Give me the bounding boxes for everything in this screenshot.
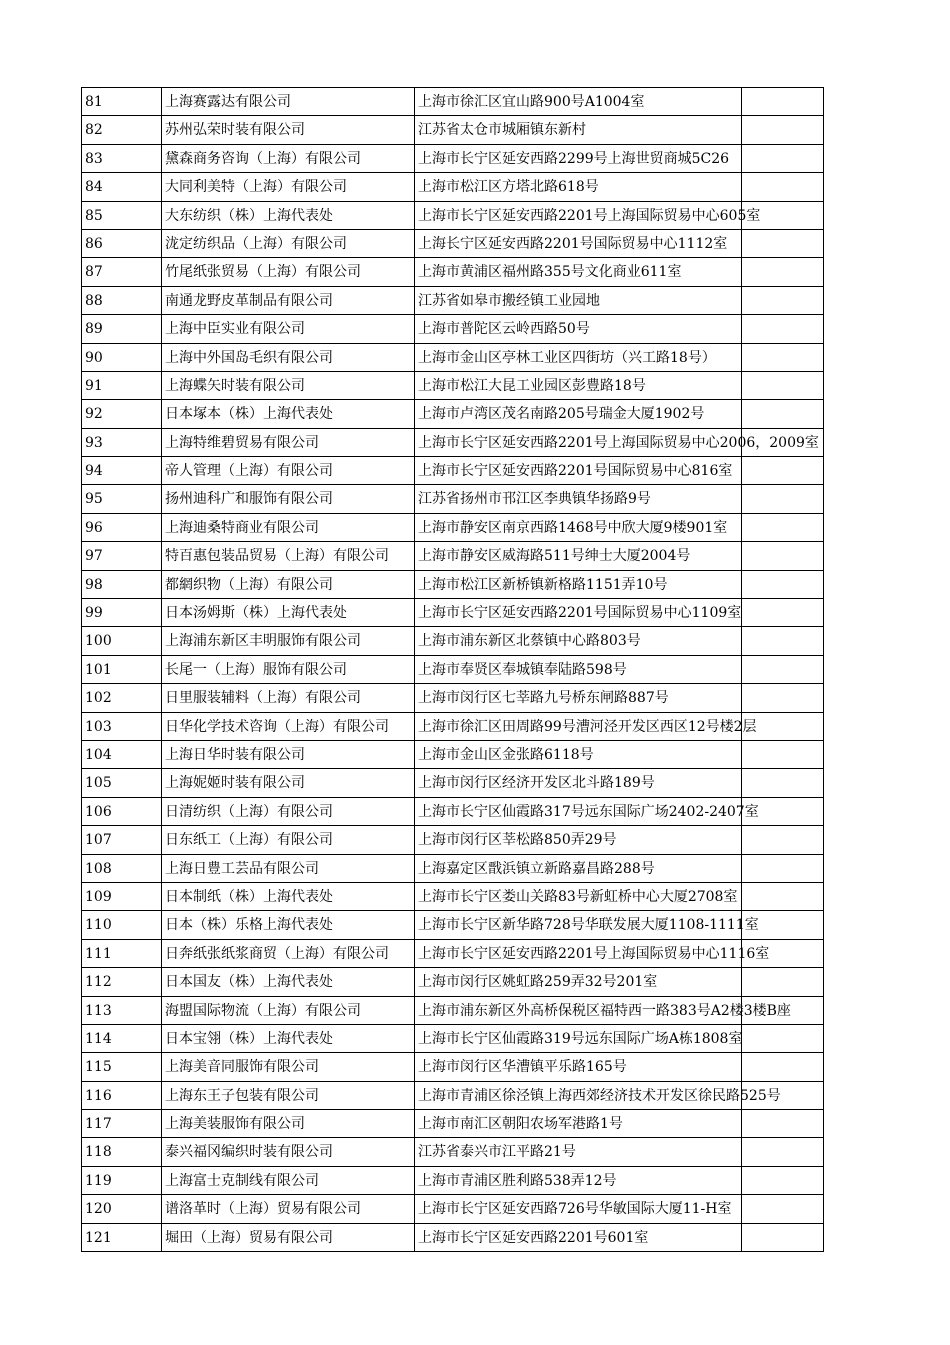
address-cell: 上海市长宁区仙霞路319号远东国际广场A栋1808室 bbox=[414, 1025, 741, 1052]
empty-cell bbox=[741, 1167, 823, 1194]
address-cell: 上海市长宁区延安西路2201号601室 bbox=[414, 1224, 741, 1251]
table-row bbox=[82, 826, 823, 854]
empty-cell bbox=[741, 769, 823, 796]
company-name-cell: 上海蝶矢时装有限公司 bbox=[161, 372, 414, 399]
empty-cell bbox=[741, 202, 823, 229]
table-row bbox=[82, 911, 823, 939]
table-row bbox=[82, 883, 823, 911]
row-number-cell: 101 bbox=[85, 661, 112, 678]
empty-cell bbox=[741, 116, 823, 143]
empty-cell bbox=[741, 1224, 823, 1251]
row-number-cell: 99 bbox=[85, 605, 103, 622]
row-number-cell: 120 bbox=[85, 1201, 112, 1218]
address-cell: 上海市闵行区七莘路九号桥东闸路887号 bbox=[414, 684, 741, 711]
table-row bbox=[82, 457, 823, 485]
table-row bbox=[82, 1224, 823, 1252]
empty-cell bbox=[741, 599, 823, 626]
address-cell: 上海市金山区金张路6118号 bbox=[414, 741, 741, 768]
address-cell: 上海市闵行区姚虹路259弄32号201室 bbox=[414, 968, 741, 995]
company-name-cell: 帝人管理（上海）有限公司 bbox=[161, 457, 414, 484]
table-row bbox=[82, 855, 823, 883]
table-row bbox=[82, 684, 823, 712]
company-name-cell: 扬州迪科广和服饰有限公司 bbox=[161, 485, 414, 512]
address-cell: 上海市普陀区云岭西路50号 bbox=[414, 315, 741, 342]
company-name-cell: 上海中外国岛毛织有限公司 bbox=[161, 344, 414, 371]
row-number-cell: 103 bbox=[85, 718, 112, 735]
company-name-cell: 黛森商务咨询（上海）有限公司 bbox=[161, 145, 414, 172]
table-row bbox=[82, 741, 823, 769]
table-row bbox=[82, 429, 823, 457]
table-row bbox=[82, 258, 823, 286]
row-number-cell: 105 bbox=[85, 775, 112, 792]
table-row bbox=[82, 485, 823, 513]
row-number-cell: 106 bbox=[85, 803, 112, 820]
row-number-cell: 90 bbox=[85, 349, 103, 366]
empty-cell bbox=[741, 372, 823, 399]
company-name-cell: 上海美音同服饰有限公司 bbox=[161, 1053, 414, 1080]
row-number-cell: 108 bbox=[85, 860, 112, 877]
address-cell: 上海市奉贤区奉城镇奉陆路598号 bbox=[414, 656, 741, 683]
empty-cell bbox=[741, 457, 823, 484]
table-row bbox=[82, 287, 823, 315]
row-number-cell: 88 bbox=[85, 292, 103, 309]
row-number-cell: 97 bbox=[85, 548, 103, 565]
row-number-cell: 104 bbox=[85, 746, 112, 763]
table-row bbox=[82, 1167, 823, 1195]
company-name-cell: 日华化学技术咨询（上海）有限公司 bbox=[161, 713, 414, 740]
address-cell: 上海市青浦区胜利路538弄12号 bbox=[414, 1167, 741, 1194]
empty-cell bbox=[741, 855, 823, 882]
empty-cell bbox=[741, 798, 823, 825]
table-row bbox=[82, 88, 823, 116]
table-row bbox=[82, 798, 823, 826]
address-cell: 上海市长宁区延安西路726号华敏国际大厦11-H室 bbox=[414, 1195, 741, 1222]
table-row bbox=[82, 1053, 823, 1081]
empty-cell bbox=[741, 1053, 823, 1080]
empty-cell bbox=[741, 514, 823, 541]
company-name-cell: 上海特维碧贸易有限公司 bbox=[161, 429, 414, 456]
empty-cell bbox=[741, 88, 823, 115]
company-name-cell: 南通龙野皮革制品有限公司 bbox=[161, 287, 414, 314]
company-name-cell: 都網织物（上海）有限公司 bbox=[161, 571, 414, 598]
company-name-cell: 日东纸工（上海）有限公司 bbox=[161, 826, 414, 853]
row-number-cell: 100 bbox=[85, 633, 112, 650]
row-number-cell: 102 bbox=[85, 690, 112, 707]
company-name-cell: 谱洛革时（上海）贸易有限公司 bbox=[161, 1195, 414, 1222]
empty-cell bbox=[741, 485, 823, 512]
table-row bbox=[82, 769, 823, 797]
company-name-cell: 日本（株）乐格上海代表处 bbox=[161, 911, 414, 938]
company-name-cell: 上海中臣实业有限公司 bbox=[161, 315, 414, 342]
address-cell: 上海市闵行区经济开发区北斗路189号 bbox=[414, 769, 741, 796]
address-cell: 江苏省泰兴市江平路21号 bbox=[414, 1138, 741, 1165]
company-name-cell: 上海妮姬时装有限公司 bbox=[161, 769, 414, 796]
table-row bbox=[82, 571, 823, 599]
row-number-cell: 111 bbox=[85, 945, 112, 962]
table-row bbox=[82, 344, 823, 372]
table-row bbox=[82, 173, 823, 201]
row-number-cell: 113 bbox=[85, 1002, 112, 1019]
row-number-cell: 92 bbox=[85, 406, 103, 423]
table-row bbox=[82, 1110, 823, 1138]
address-cell: 上海市长宁区延安西路2201号国际贸易中心1109室 bbox=[414, 599, 741, 626]
table-row bbox=[82, 940, 823, 968]
row-number-cell: 89 bbox=[85, 321, 103, 338]
table-row bbox=[82, 656, 823, 684]
table-row bbox=[82, 514, 823, 542]
row-number-cell: 84 bbox=[85, 179, 103, 196]
company-name-cell: 日本宝翎（株）上海代表处 bbox=[161, 1025, 414, 1052]
row-number-cell: 117 bbox=[85, 1116, 112, 1133]
company-name-cell: 苏州弘荣时装有限公司 bbox=[161, 116, 414, 143]
table-row bbox=[82, 1025, 823, 1053]
row-number-cell: 87 bbox=[85, 264, 103, 281]
company-name-cell: 长尾一（上海）服饰有限公司 bbox=[161, 656, 414, 683]
address-cell: 上海市闵行区华漕镇平乐路165号 bbox=[414, 1053, 741, 1080]
company-name-cell: 泰兴福冈编织时装有限公司 bbox=[161, 1138, 414, 1165]
address-cell: 上海市静安区威海路511号绅士大厦2004号 bbox=[414, 542, 741, 569]
company-name-cell: 泷定纺织品（上海）有限公司 bbox=[161, 230, 414, 257]
address-cell: 上海市徐汇区宜山路900号A1004室 bbox=[414, 88, 741, 115]
table-row bbox=[82, 997, 823, 1025]
company-name-cell: 上海富士克制线有限公司 bbox=[161, 1167, 414, 1194]
empty-cell bbox=[741, 684, 823, 711]
empty-cell bbox=[741, 656, 823, 683]
address-cell: 上海市浦东新区外高桥保税区福特西一路383号A2楼3楼B座 bbox=[414, 997, 741, 1024]
empty-cell bbox=[741, 883, 823, 910]
company-name-cell: 堀田（上海）贸易有限公司 bbox=[161, 1224, 414, 1251]
empty-cell bbox=[741, 173, 823, 200]
empty-cell bbox=[741, 145, 823, 172]
address-cell: 上海市松江区新桥镇新格路1151弄10号 bbox=[414, 571, 741, 598]
empty-cell bbox=[741, 344, 823, 371]
company-name-cell: 海盟国际物流（上海）有限公司 bbox=[161, 997, 414, 1024]
address-cell: 上海市长宁区延安西路2201号上海国际贸易中心2006，2009室 bbox=[414, 429, 741, 456]
table-row bbox=[82, 627, 823, 655]
row-number-cell: 83 bbox=[85, 150, 103, 167]
row-number-cell: 93 bbox=[85, 434, 103, 451]
address-cell: 上海市徐汇区田周路99号漕河泾开发区西区12号楼2层 bbox=[414, 713, 741, 740]
address-cell: 上海市南汇区朝阳农场军港路1号 bbox=[414, 1110, 741, 1137]
row-number-cell: 119 bbox=[85, 1172, 112, 1189]
row-number-cell: 107 bbox=[85, 832, 112, 849]
table-row bbox=[82, 315, 823, 343]
empty-cell bbox=[741, 713, 823, 740]
address-cell: 上海市金山区亭林工业区四街坊（兴工路18号） bbox=[414, 344, 741, 371]
address-cell: 上海市浦东新区北蔡镇中心路803号 bbox=[414, 627, 741, 654]
row-number-cell: 118 bbox=[85, 1144, 112, 1161]
row-number-cell: 94 bbox=[85, 463, 103, 480]
row-number-cell: 82 bbox=[85, 122, 103, 139]
address-cell: 江苏省扬州市邗江区李典镇华扬路9号 bbox=[414, 485, 741, 512]
company-name-cell: 大同利美特（上海）有限公司 bbox=[161, 173, 414, 200]
address-cell: 上海市长宁区延安西路2201号国际贸易中心816室 bbox=[414, 457, 741, 484]
company-name-cell: 特百惠包装品贸易（上海）有限公司 bbox=[161, 542, 414, 569]
empty-cell bbox=[741, 287, 823, 314]
empty-cell bbox=[741, 1138, 823, 1165]
row-number-cell: 116 bbox=[85, 1087, 112, 1104]
empty-cell bbox=[741, 627, 823, 654]
empty-cell bbox=[741, 968, 823, 995]
company-name-cell: 上海迪桑特商业有限公司 bbox=[161, 514, 414, 541]
table-row bbox=[82, 230, 823, 258]
empty-cell bbox=[741, 911, 823, 938]
row-number-cell: 121 bbox=[85, 1229, 112, 1246]
address-cell: 上海市长宁区新华路728号华联发展大厦1108-1111室 bbox=[414, 911, 741, 938]
row-number-cell: 110 bbox=[85, 917, 112, 934]
empty-cell bbox=[741, 429, 823, 456]
address-cell: 上海市长宁区延安西路2201号上海国际贸易中心605室 bbox=[414, 202, 741, 229]
table-row bbox=[82, 599, 823, 627]
table-row bbox=[82, 1195, 823, 1223]
address-cell: 上海市卢湾区茂名南路205号瑞金大厦1902号 bbox=[414, 400, 741, 427]
company-table bbox=[81, 87, 824, 1252]
empty-cell bbox=[741, 258, 823, 285]
address-cell: 上海市青浦区徐泾镇上海西郊经济技术开发区徐民路525号 bbox=[414, 1082, 741, 1109]
company-name-cell: 上海日华时装有限公司 bbox=[161, 741, 414, 768]
row-number-cell: 109 bbox=[85, 888, 112, 905]
company-name-cell: 竹尾纸张贸易（上海）有限公司 bbox=[161, 258, 414, 285]
table-row bbox=[82, 116, 823, 144]
empty-cell bbox=[741, 1110, 823, 1137]
row-number-cell: 96 bbox=[85, 519, 103, 536]
company-name-cell: 日本制纸（株）上海代表处 bbox=[161, 883, 414, 910]
empty-cell bbox=[741, 940, 823, 967]
address-cell: 上海市闵行区莘松路850弄29号 bbox=[414, 826, 741, 853]
empty-cell bbox=[741, 230, 823, 257]
empty-cell bbox=[741, 1025, 823, 1052]
row-number-cell: 98 bbox=[85, 576, 103, 593]
address-cell: 江苏省太仓市城厢镇东新村 bbox=[414, 116, 741, 143]
table-row bbox=[82, 400, 823, 428]
company-name-cell: 上海赛露达有限公司 bbox=[161, 88, 414, 115]
empty-cell bbox=[741, 542, 823, 569]
empty-cell bbox=[741, 571, 823, 598]
company-name-cell: 日清纺织（上海）有限公司 bbox=[161, 798, 414, 825]
company-name-cell: 上海美装服饰有限公司 bbox=[161, 1110, 414, 1137]
address-cell: 上海嘉定区戬浜镇立新路嘉昌路288号 bbox=[414, 855, 741, 882]
table-row bbox=[82, 968, 823, 996]
company-name-cell: 上海日豊工芸品有限公司 bbox=[161, 855, 414, 882]
company-name-cell: 日本汤姆斯（株）上海代表处 bbox=[161, 599, 414, 626]
address-cell: 上海市长宁区仙霞路317号远东国际广场2402-2407室 bbox=[414, 798, 741, 825]
address-cell: 上海市松江大昆工业园区彭豊路18号 bbox=[414, 372, 741, 399]
address-cell: 上海市静安区南京西路1468号中欣大厦9楼901室 bbox=[414, 514, 741, 541]
empty-cell bbox=[741, 826, 823, 853]
empty-cell bbox=[741, 315, 823, 342]
table-row bbox=[82, 372, 823, 400]
company-name-cell: 日奔纸张纸浆商贸（上海）有限公司 bbox=[161, 940, 414, 967]
row-number-cell: 112 bbox=[85, 974, 112, 991]
table-row bbox=[82, 1082, 823, 1110]
address-cell: 江苏省如皋市搬经镇工业园地 bbox=[414, 287, 741, 314]
table-row bbox=[82, 1138, 823, 1166]
row-number-cell: 81 bbox=[85, 94, 103, 110]
company-name-cell: 日里服装辅料（上海）有限公司 bbox=[161, 684, 414, 711]
row-number-cell: 114 bbox=[85, 1030, 112, 1047]
empty-cell bbox=[741, 741, 823, 768]
company-name-cell: 上海东王子包装有限公司 bbox=[161, 1082, 414, 1109]
table-row bbox=[82, 713, 823, 741]
row-number-cell: 115 bbox=[85, 1059, 112, 1076]
table-row bbox=[82, 542, 823, 570]
empty-cell bbox=[741, 400, 823, 427]
row-number-cell: 85 bbox=[85, 207, 103, 224]
address-cell: 上海市长宁区娄山关路83号新虹桥中心大厦2708室 bbox=[414, 883, 741, 910]
company-name-cell: 上海浦东新区丰明服饰有限公司 bbox=[161, 627, 414, 654]
table-row bbox=[82, 202, 823, 230]
row-number-cell: 91 bbox=[85, 377, 103, 394]
empty-cell bbox=[741, 997, 823, 1024]
company-name-cell: 日本塚本（株）上海代表处 bbox=[161, 400, 414, 427]
empty-cell bbox=[741, 1195, 823, 1222]
table-row bbox=[82, 145, 823, 173]
empty-cell bbox=[741, 1082, 823, 1109]
address-cell: 上海长宁区延安西路2201号国际贸易中心1112室 bbox=[414, 230, 741, 257]
address-cell: 上海市黄浦区福州路355号文化商业611室 bbox=[414, 258, 741, 285]
address-cell: 上海市长宁区延安西路2201号上海国际贸易中心1116室 bbox=[414, 940, 741, 967]
address-cell: 上海市松江区方塔北路618号 bbox=[414, 173, 741, 200]
row-number-cell: 95 bbox=[85, 491, 103, 508]
row-number-cell: 86 bbox=[85, 235, 103, 252]
company-name-cell: 日本国友（株）上海代表处 bbox=[161, 968, 414, 995]
company-name-cell: 大东纺织（株）上海代表处 bbox=[161, 202, 414, 229]
address-cell: 上海市长宁区延安西路2299号上海世贸商城5C26 bbox=[414, 145, 741, 172]
